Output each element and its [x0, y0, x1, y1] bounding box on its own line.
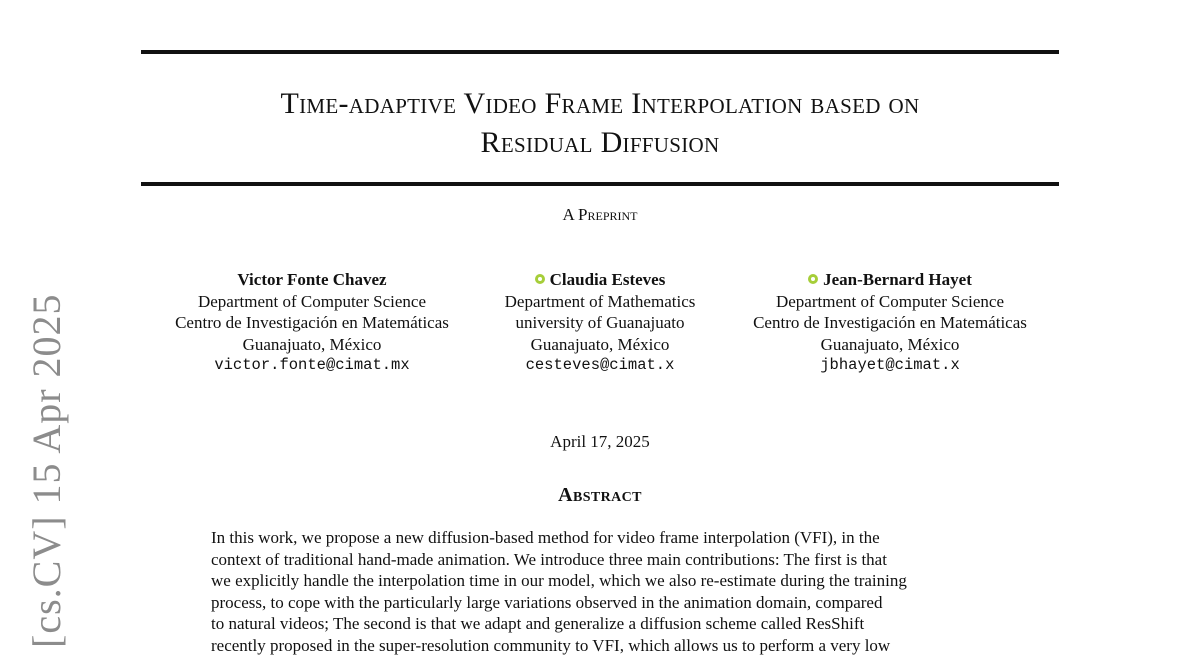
author-name: Jean-Bernard Hayet [720, 269, 1060, 291]
author-block-2 [480, 269, 720, 377]
title-top-rule [141, 50, 1059, 54]
abstract-heading: Abstract [141, 484, 1059, 507]
author-affiliation: Department of Mathematics [480, 291, 720, 313]
abstract-line: process, to cope with the particularly large variations observed in the animation domain, compared [211, 592, 991, 614]
preprint-label: A Preprint [141, 205, 1059, 225]
author-email[interactable]: cesteves@cimat.x [480, 355, 720, 377]
abstract-line: recently proposed in the super-resolution community to VFI, which allows us to perform a very low [211, 635, 991, 656]
abstract-body [211, 527, 991, 656]
author-email[interactable]: victor.fonte@cimat.mx [141, 355, 483, 377]
author-affiliation: university of Guanajuato [480, 312, 720, 334]
author-affiliation: Centro de Investigación en Matemáticas [141, 312, 483, 334]
author-affiliation: Centro de Investigación en Matemáticas [720, 312, 1060, 334]
author-block-1 [141, 269, 483, 377]
author-affiliation: Guanajuato, México [480, 334, 720, 356]
author-affiliation: Department of Computer Science [720, 291, 1060, 313]
author-affiliation: Guanajuato, México [720, 334, 1060, 356]
publication-date: April 17, 2025 [141, 432, 1059, 452]
author-name: Claudia Esteves [480, 269, 720, 291]
author-email[interactable]: jbhayet@cimat.x [720, 355, 1060, 377]
title-line-2: Residual Diffusion [141, 123, 1059, 162]
abstract-line: context of traditional hand-made animation. We introduce three main contributions: The first is that [211, 549, 991, 571]
author-affiliation: Guanajuato, México [141, 334, 483, 356]
abstract-line: to natural videos; The second is that we adapt and generalize a diffusion scheme called ResShift [211, 613, 991, 635]
orcid-icon[interactable] [808, 274, 818, 284]
author-affiliation: Department of Computer Science [141, 291, 483, 313]
abstract-line: In this work, we propose a new diffusion-based method for video frame interpolation (VFI), in the [211, 527, 991, 549]
paper-title [141, 84, 1059, 162]
title-line-1: Time-adaptive Video Frame Interpolation based on [141, 84, 1059, 123]
orcid-icon[interactable] [535, 274, 545, 284]
author-name: Victor Fonte Chavez [141, 269, 483, 291]
arxiv-stamp: [cs.CV] 15 Apr 2025 [23, 293, 70, 648]
title-bottom-rule [141, 182, 1059, 186]
abstract-line: we explicitly handle the interpolation time in our model, which we also re-estimate during the training [211, 570, 991, 592]
author-block-3 [720, 269, 1060, 377]
